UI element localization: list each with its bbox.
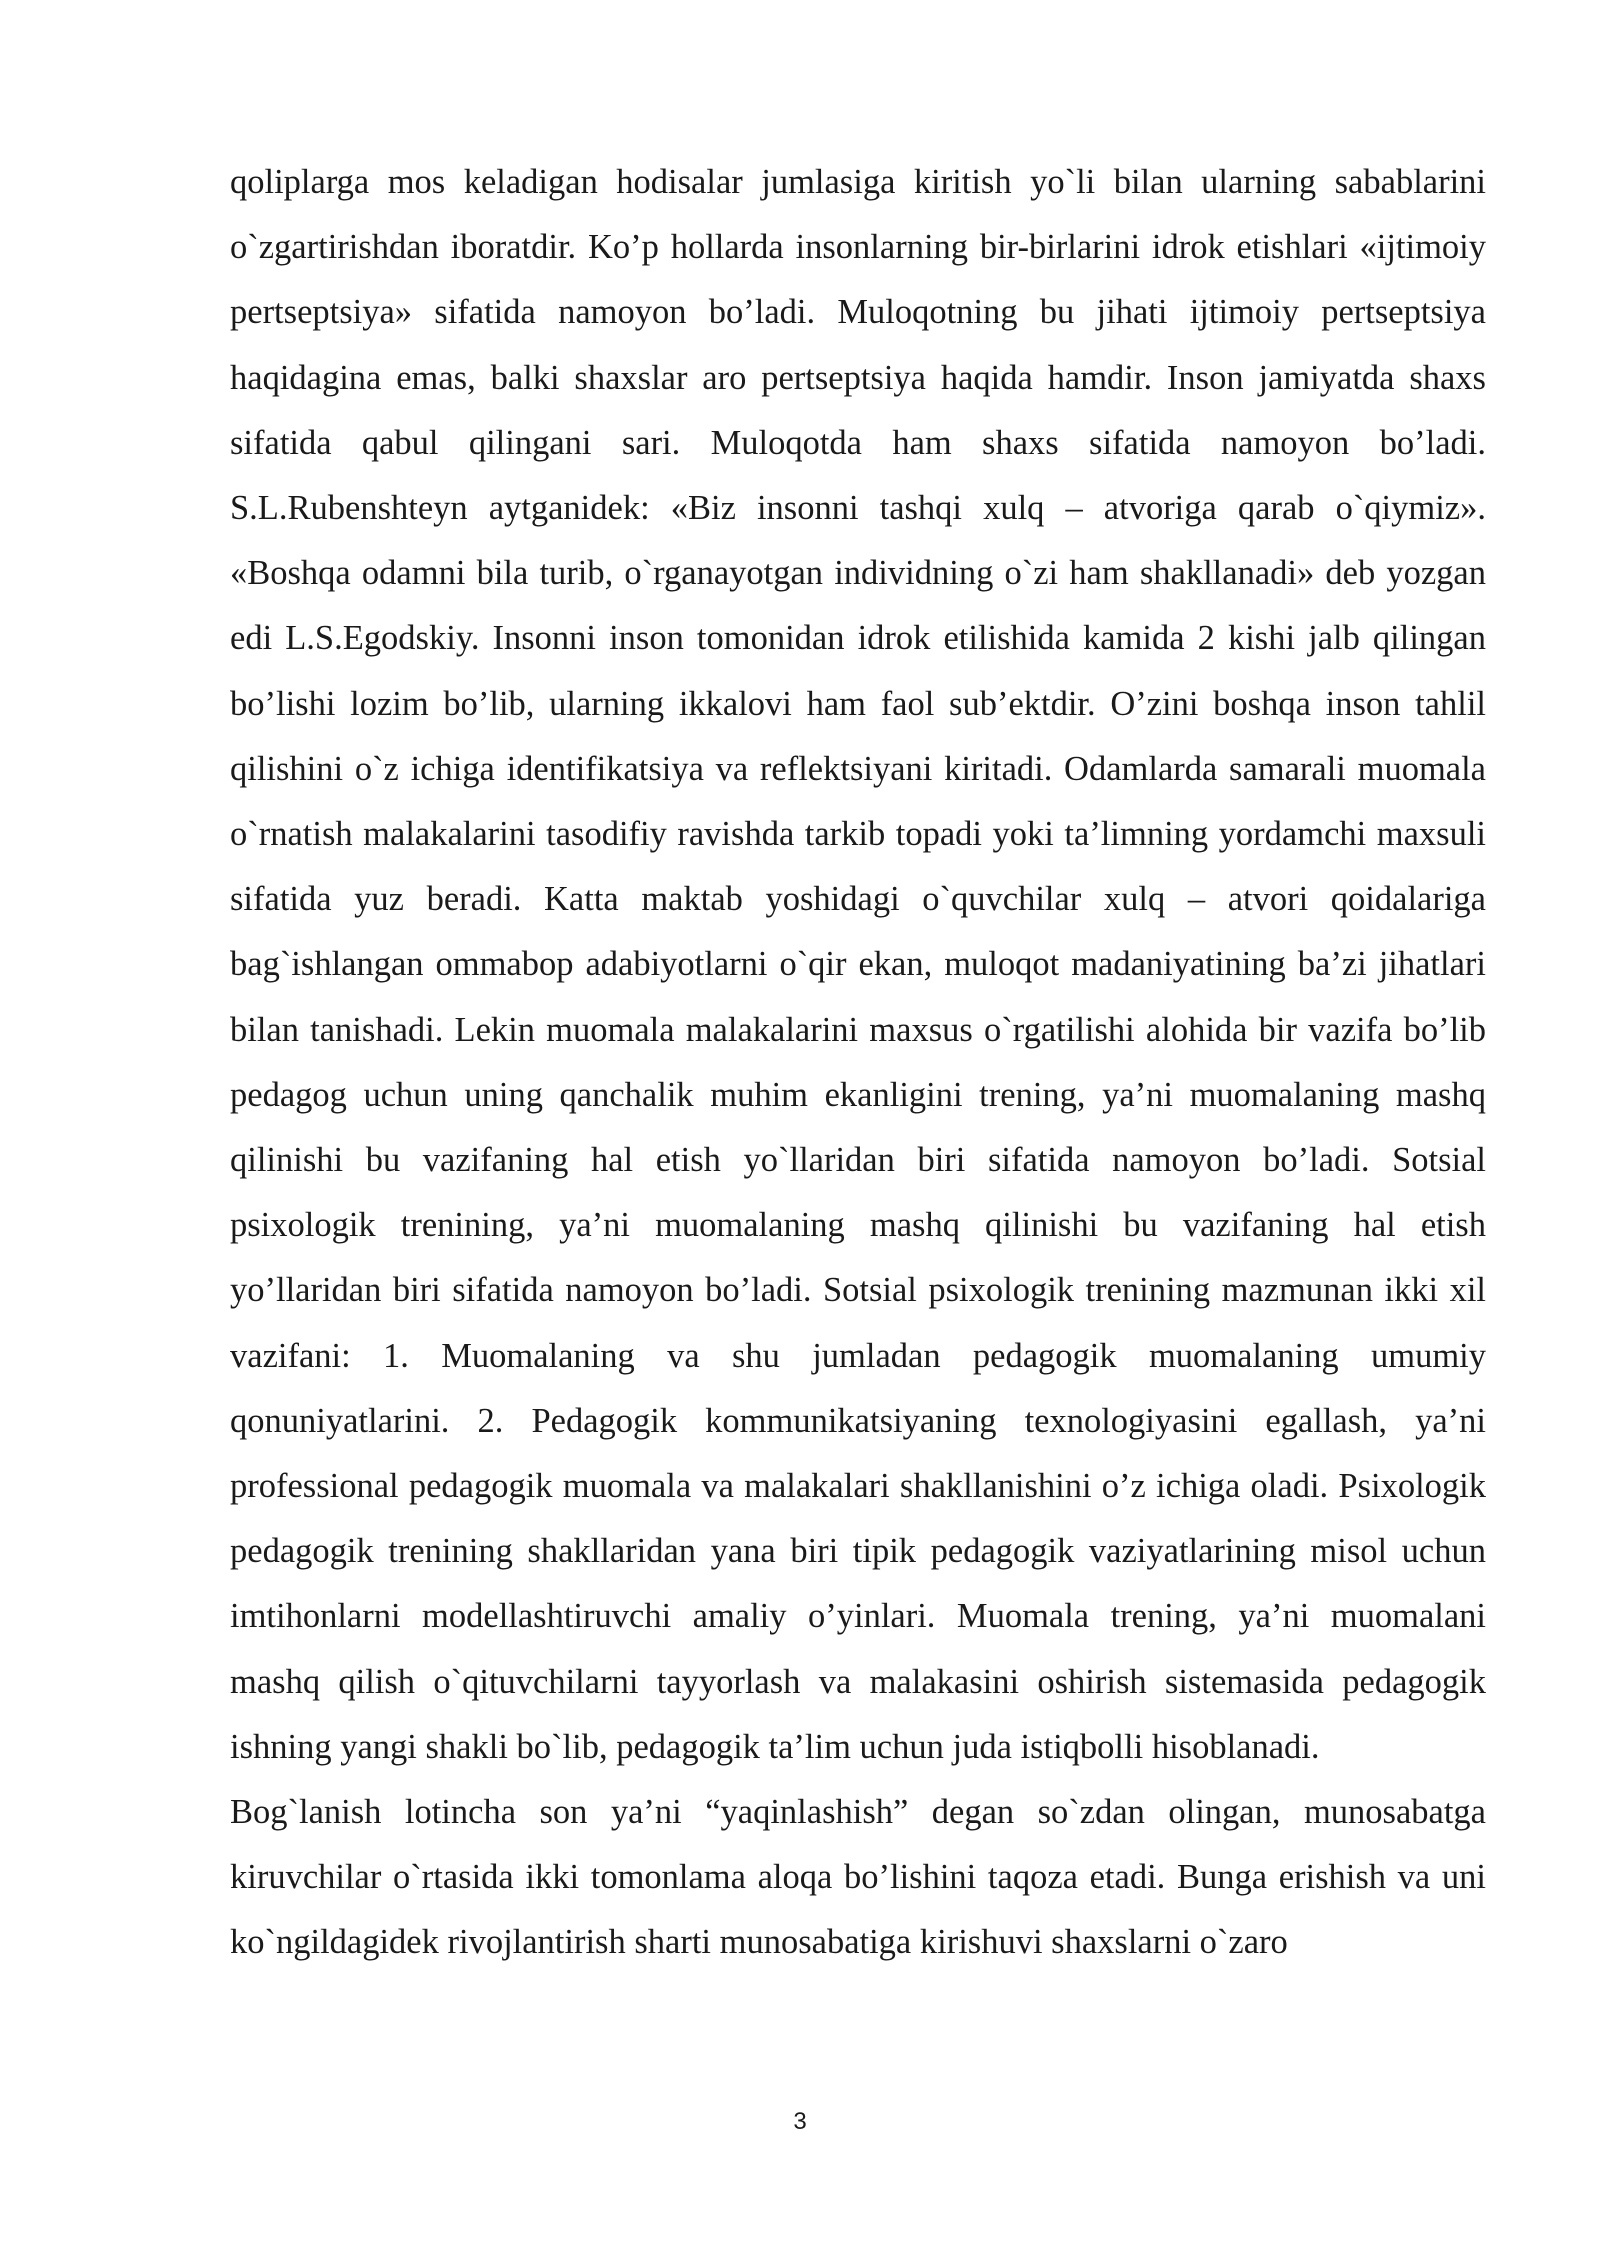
page-number: 3 [793, 2108, 807, 2135]
body-text [230, 150, 1486, 1976]
paragraph-1: qoliplarga mos keladigan hodisalar jumlasiga kiritish yo`li bilan ularning sabablarini o`zgartirishdan iboratdir. Ko’p hollarda insonlarning bir-birlarini idrok etishlari «ijtimoiy pertseptsiya» sifatida namoyon bo’ladi. Muloqotning bu jihati ijtimoiy pertseptsiya haqidagina emas, balki shaxslar aro pertseptsiya haqida hamdir. Inson jamiyatda shaxs sifatida qabul qilingani sari. Muloqotda ham shaxs sifatida namoyon bo’ladi. S.L.Rubenshteyn aytganidek: «Biz insonni tashqi xulq – atvoriga qarab o`qiymiz». «Boshqa odamni bila turib, o`rganayotgan individning o`zi ham shakllanadi» deb yozgan edi L.S.Egodskiy. Insonni inson tomonidan idrok etilishida kamida 2 kishi jalb qilingan bo’lishi lozim bo’lib, ularning ikkalovi ham faol sub’ektdir. O’zini boshqa inson tahlil qilishini o`z ichiga identifikatsiya va reflektsiyani kiritadi. Odamlarda samarali muomala o`rnatish malakalarini tasodifiy ravishda tarkib topadi yoki ta’limning yordamchi maxsuli sifatida yuz beradi. Katta maktab yoshidagi o`quvchilar xulq – atvori qoidalariga bag`ishlangan ommabop adabiyotlarni o`qir ekan, muloqot madaniyatining ba’zi jihatlari bilan tanishadi. Lekin muomala malakalarini maxsus o`rgatilishi alohida bir vazifa bo’lib pedagog uchun uning qanchalik muhim ekanligini trening, ya’ni muomalaning mashq qilinishi bu vazifaning hal etish yo`llaridan biri sifatida namoyon bo’ladi. Sotsial psixologik trenining, ya’ni muomalaning mashq qilinishi bu vazifaning hal etish yo’llaridan biri sifatida namoyon bo’ladi. Sotsial psixologik trenining mazmunan ikki xil vazifani: 1. Muomalaning va shu jumladan pedagogik muomalaning umumiy qonuniyatlarini. 2. Pedagogik kommunikatsiyaning texnologiyasini egallash, ya’ni professional pedagogik muomala va malakalari shakllanishini o’z ichiga oladi. Psixologik pedagogik trenining shakllaridan yana biri tipik pedagogik vaziyatlarining misol uchun imtihonlarni modellashtiruvchi amaliy o’yinlari. Muomala trening, ya’ni muomalani mashq qilish o`qituvchilarni tayyorlash va malakasini oshirish sistemasida pedagogik ishning yangi shakli bo`lib, pedagogik ta’lim uchun juda istiqbolli hisoblanadi. [230, 163, 1486, 1766]
paragraph-2: Bog`lanish lotincha son ya’ni “yaqinlashish” degan so`zdan olingan, munosabatga kiruvchilar o`rtasida ikki tomonlama aloqa bo’lishini taqoza etadi. Bunga erishish va uni ko`ngildagidek rivojlantirish sharti munosabatiga kirishuvi shaxslarni o`zaro [230, 1793, 1486, 1962]
